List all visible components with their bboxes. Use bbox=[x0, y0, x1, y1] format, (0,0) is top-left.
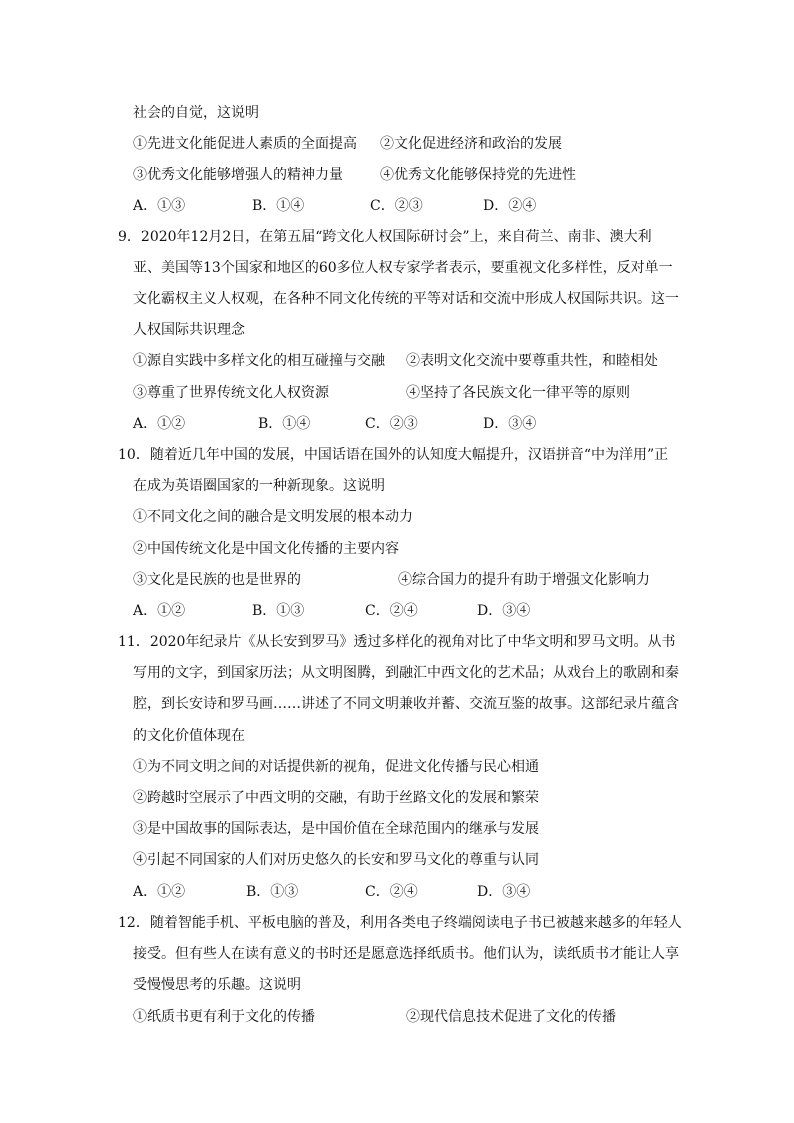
q11-option-b: B．①③ bbox=[246, 884, 299, 900]
q10-statement-3: ③文化是民族的也是世界的 bbox=[133, 572, 301, 588]
q11-statement-2: ②跨越时空展示了中西文明的交融，有助于丝路文化的发展和繁荣 bbox=[133, 790, 539, 806]
q8-option-a: A．①③ bbox=[133, 198, 186, 214]
q11-stem-line-4: 的文化价值体现在 bbox=[133, 728, 245, 744]
q11-option-c: C．②④ bbox=[365, 884, 418, 900]
q11-stem-line-1: 11．2020年纪录片《从长安到罗马》透过多样化的视角对比了中华文明和罗马文明。从书 bbox=[118, 634, 676, 650]
q11-statement-1: ①为不同文明之间的对话提供新的视角，促进文化传播与民心相通 bbox=[133, 759, 539, 775]
q9-stem-line-4: 人权国际共识理念 bbox=[133, 322, 245, 338]
q9-option-a: A．①② bbox=[133, 416, 186, 432]
q9-option-d: D．③④ bbox=[483, 416, 537, 432]
q11-option-d: D．③④ bbox=[477, 884, 531, 900]
q10-statement-2: ②中国传统文化是中国文化传播的主要内容 bbox=[133, 541, 399, 557]
q9-statement-1: ①源自实践中多样文化的相互碰撞与交融 bbox=[133, 353, 385, 369]
q9-option-c: C．②③ bbox=[365, 416, 418, 432]
q9-statement-3: ③尊重了世界传统文化人权资源 bbox=[133, 385, 329, 401]
q10-statement-4: ④综合国力的提升有助于增强文化影响力 bbox=[398, 572, 650, 588]
q12-stem-line-1: 12．随着智能手机、平板电脑的普及，利用各类电子终端阅读电子书已被越来越多的年轻人 bbox=[118, 915, 682, 931]
q8-stem-tail: 社会的自觉，这说明 bbox=[133, 105, 259, 121]
q8-statement-3: ③优秀文化能够增强人的精神力量 bbox=[133, 167, 343, 183]
q11-stem-line-3: 腔，到长安诗和罗马画……讲述了不同文明兼收并蓄、交流互鉴的故事。这部纪录片蕴含 bbox=[133, 696, 679, 712]
q9-stem-line-3: 文化霸权主义人权观，在各种不同文化传统的平等对话和交流中形成人权国际共识。这一 bbox=[133, 291, 679, 307]
q11-statement-4: ④引起不同国家的人们对历史悠久的长安和罗马文化的尊重与认同 bbox=[133, 852, 539, 868]
q11-option-a: A．①② bbox=[133, 884, 186, 900]
q12-statement-2: ②现代信息技术促进了文化的传播 bbox=[406, 1009, 616, 1025]
q11-stem-line-2: 写用的文字，到国家历法；从文明图腾，到融汇中西文化的艺术品；从戏台上的歌剧和秦 bbox=[133, 665, 679, 681]
q12-stem-line-3: 受慢慢思考的乐趣。这说明 bbox=[133, 977, 301, 993]
q11-statement-3: ③是中国故事的国际表达，是中国价值在全球范围内的继承与发展 bbox=[133, 821, 539, 837]
q10-option-b: B．①③ bbox=[252, 603, 305, 619]
q12-stem-line-2: 接受。但有些人在读有意义的书时还是愿意选择纸质书。他们认为，读纸质书才能让人享 bbox=[133, 946, 679, 962]
q10-option-d: D．③④ bbox=[477, 603, 531, 619]
q10-stem-line-2: 在成为英语圈国家的一种新现象。这说明 bbox=[133, 478, 385, 494]
q10-option-c: C．②④ bbox=[365, 603, 418, 619]
q8-statement-2: ②文化促进经济和政治的发展 bbox=[380, 136, 562, 152]
q9-statement-2: ②表明文化交流中要尊重共性，和睦相处 bbox=[406, 353, 658, 369]
q9-option-b: B．①④ bbox=[258, 416, 311, 432]
q10-stem-line-1: 10．随着近几年中国的发展，中国话语在国外的认知度大幅提升，汉语拼音“中为洋用”正 bbox=[118, 447, 669, 463]
q8-statement-1: ①先进文化能促进人素质的全面提高 bbox=[133, 136, 357, 152]
q9-stem-line-2: 亚、美国等13个国家和地区的60多位人权专家学者表示，要重视文化多样性，反对单一 bbox=[133, 260, 673, 276]
q8-statement-4: ④优秀文化能够保持党的先进性 bbox=[380, 167, 576, 183]
q10-statement-1: ①不同文化之间的融合是文明发展的根本动力 bbox=[133, 509, 413, 525]
q9-stem-line-1: 9．2020年12月2日，在第五届“跨文化人权国际研讨会”上，来自荷兰、南非、澳大利 bbox=[118, 229, 652, 245]
q10-option-a: A．①② bbox=[133, 603, 186, 619]
q9-statement-4: ④坚持了各民族文化一律平等的原则 bbox=[406, 385, 630, 401]
q8-option-d: D．②④ bbox=[483, 198, 537, 214]
q8-option-c: C．②③ bbox=[370, 198, 423, 214]
q8-option-b: B．①④ bbox=[252, 198, 305, 214]
q12-statement-1: ①纸质书更有利于文化的传播 bbox=[133, 1009, 315, 1025]
